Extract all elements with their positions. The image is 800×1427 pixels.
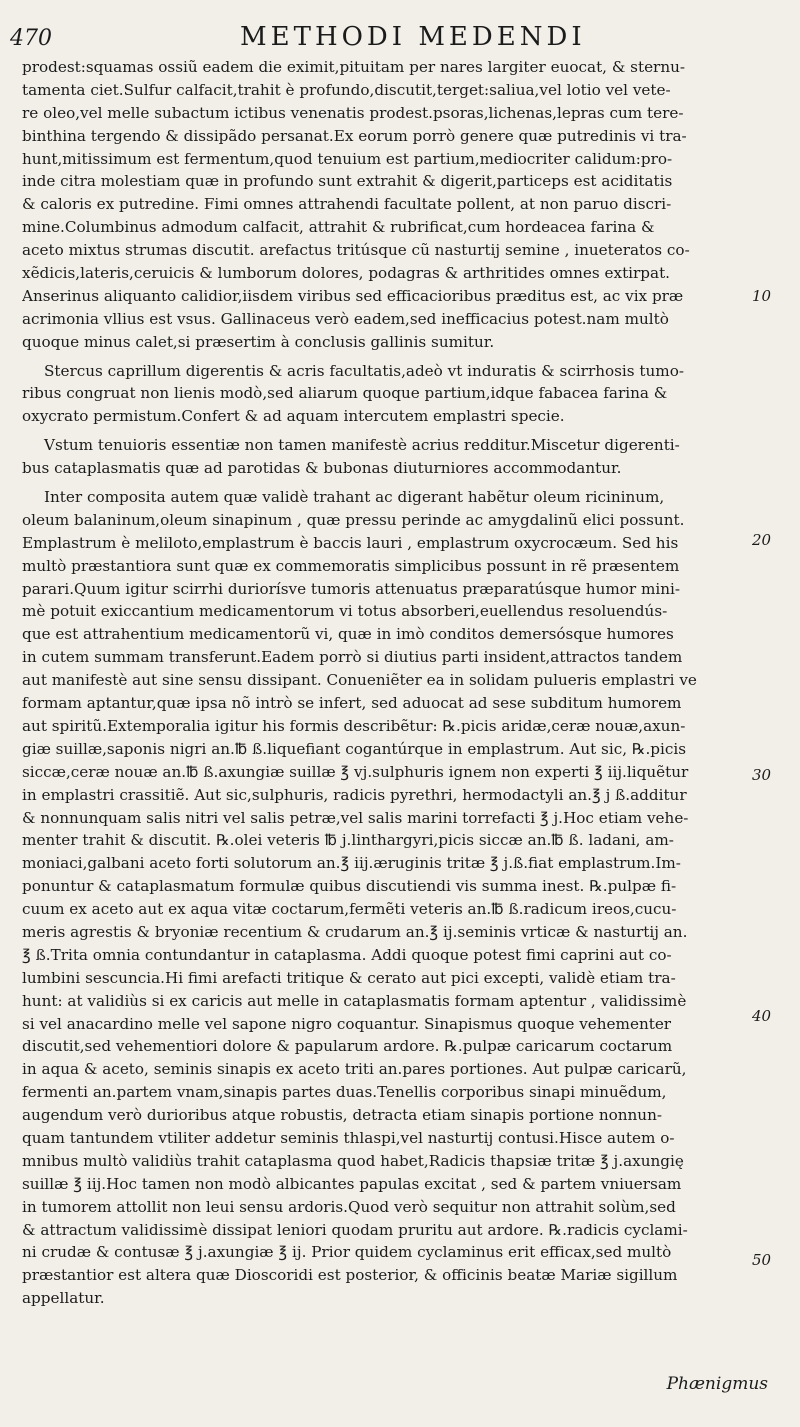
- text-line: si vel anacardino melle vel sapone nigro coquantur. Sinapismus quoque vehementer: [22, 1014, 672, 1033]
- text-line: in aqua & aceto, seminis sinapis ex aceto triti an.pares portiones. Aut pulpæ caricarũ,: [22, 1060, 687, 1079]
- page-number: 470: [10, 26, 52, 51]
- text-line: aceto mixtus strumas discutit. arefactus tritúsque cũ nasturtij semine , inueteratos co-: [22, 241, 690, 260]
- text-line: Inter composita autem quæ validè trahant ac digerant habẽtur oleum ricininum,: [44, 488, 665, 507]
- paragraph: [22, 56, 758, 354]
- text-line: aut manifestè aut sine sensu dissipant. Conueniẽter ea in solidam pulueris emplastri ve: [22, 671, 697, 690]
- text-line: menter trahit & discutit. ℞.olei veteris ℔ j.linthargyri,picis siccæ an.℔ ß. ladani, am-: [22, 831, 674, 850]
- text-line: mnibus multò validiùs trahit cataplasma quod habet,Radicis thapsiæ tritæ ℥ j.axungię: [22, 1151, 684, 1170]
- text-line: acrimonia vllius est vsus. Gallinaceus verò eadem,sed inefficacius potest.nam multò: [22, 309, 669, 328]
- text-line: Emplastrum è meliloto,emplastrum è baccis lauri , emplastrum oxycrocæum. Sed his: [22, 533, 679, 552]
- text-line: ponuntur & cataplasmatum formulæ quibus discutiendi vis summa inest. ℞.pulpæ fi-: [22, 877, 677, 896]
- margin-line-number: 10: [752, 287, 772, 305]
- text-line: & caloris ex putredine. Fimi omnes attrahendi facultate pollent, at non paruo discri-: [22, 195, 672, 214]
- text-line: re oleo,vel melle subactum ictibus venenatis prodest.psoras,lichenas,lepras cum tere-: [22, 103, 684, 122]
- text-line: moniaci,galbani aceto forti solutorum an.℥ iij.æruginis tritæ ℥ j.ß.fiat emplastrum.Im-: [22, 854, 681, 873]
- text-line: parari.Quum igitur scirrhi duriorísve tumoris attenuatus præparatúsque humor mini-: [22, 579, 681, 598]
- text-line: siccæ,ceræ nouæ an.℔ ß.axungiæ suillæ ℥ vj.sulphuris ignem non experti ℥ iij.liquẽtur: [22, 762, 689, 781]
- text-line: discutit,sed vehementiori dolore & papularum ardore. ℞.pulpæ caricarum coctarum: [22, 1037, 673, 1056]
- text-line: Stercus caprillum digerentis & acris facultatis,adeò vt induratis & scirrhosis tumo-: [44, 361, 684, 380]
- text-line: que est attrahentium medicamentorũ vi, quæ in imò conditos demersósque humores: [22, 625, 674, 644]
- text-line: appellatur.: [22, 1289, 105, 1308]
- text-line: hunt,mitissimum est fermentum,quod tenuium est partium,mediocriter calidum:pro-: [22, 149, 673, 168]
- text-line: fermenti an.partem vnam,sinapis partes duas.Tenellis corporibus sinapi minuẽdum,: [22, 1083, 667, 1102]
- text-line: tamenta ciet.Sulfur calfacit,trahit è profundo,discutit,terget:saliua,vel lotio vel vete-: [22, 80, 671, 99]
- text-line: multò præstantiora sunt quæ ex commemoratis simplicibus possunt in rẽ præsentem: [22, 556, 680, 575]
- text-line: Anserinus aliquanto calidior,iisdem viribus sed efficacioribus præditus est, ac vix præ: [22, 286, 684, 305]
- paragraph: [22, 360, 758, 429]
- text-line: in cutem summam transferunt.Eadem porrò si diutius parti insident,attractos tandem: [22, 648, 683, 667]
- text-line: Vstum tenuioris essentiæ non tamen manifestè acrius redditur.Miscetur digerenti-: [44, 436, 680, 455]
- text-line: inde citra molestiam quæ in profundo sunt extrahit & digerit,particeps est aciditatis: [22, 172, 673, 191]
- catchword: Phænigmus: [666, 1374, 768, 1394]
- text-line: mine.Columbinus admodum calfacit, attrahit & rubrificat,cum hordeacea farina &: [22, 218, 655, 237]
- text-line: oxycrato permistum.Confert & ad aquam intercutem emplastri specie.: [22, 407, 565, 426]
- text-line: cuum ex aceto aut ex aqua vitæ coctarum,fermẽti veteris an.℔ ß.radicum ireos,cucu-: [22, 900, 677, 919]
- text-line: in emplastri crassitiẽ. Aut sic,sulphuris, radicis pyrethri, hermodactyli an.℥ j ß.additur: [22, 785, 687, 804]
- text-line: quam tantundem vtiliter addetur seminis thlaspi,vel nasturtij contusi.Hisce autem o-: [22, 1128, 675, 1147]
- text-line: prodest:squamas ossiũ eadem die eximit,pituitam per nares largiter euocat, & sternu-: [22, 58, 686, 76]
- text-line: giæ suillæ,saponis nigri an.℔ ß.liquefiant cogantúrque in emplastrum. Aut sic, ℞.picis: [22, 739, 687, 758]
- body-text: [22, 56, 758, 1376]
- text-line: mè potuit exiccantium medicamentorum vi totus absorberi,euellendus resoluendús-: [22, 602, 668, 621]
- paragraph: [22, 486, 758, 1310]
- running-title: METHODI MEDENDI: [240, 22, 586, 52]
- text-line: augendum verò durioribus atque robustis, detracta etiam sinapis portione nonnun-: [22, 1106, 663, 1125]
- text-line: ℥ ß.Trita omnia contundantur in cataplasma. Addi quoque potest fimi caprini aut co-: [22, 945, 672, 964]
- text-line: oleum balaninum,oleum sinapinum , quæ pressu perinde ac amygdalinũ elici possunt.: [22, 510, 685, 529]
- text-line: binthina tergendo & dissipãdo persanat.Ex eorum porrò genere quæ putredinis vi tra-: [22, 126, 687, 145]
- text-line: quoque minus calet,si præsertim à conclusis gallinis sumitur.: [22, 332, 495, 351]
- paragraph: [22, 434, 758, 480]
- text-line: ni crudæ & contusæ ℥ j.axungiæ ℥ ij. Prior quidem cyclaminus erit efficax,sed multò: [22, 1243, 672, 1262]
- text-line: in tumorem attollit non leui sensu ardoris.Quod verò sequitur non attrahit solùm,sed: [22, 1197, 676, 1216]
- margin-line-number: 20: [752, 531, 772, 549]
- text-line: formam aptantur,quæ ipsa nõ intrò se infert, sed aduocat ad sese subditum humorem: [22, 694, 682, 713]
- text-line: lumbini sescuncia.Hi fimi arefacti tritique & cerato aut pici excepti, validè etiam tra-: [22, 968, 676, 987]
- text-line: suillæ ℥ iij.Hoc tamen non modò albicantes papulas excitat , sed & partem vniuersam: [22, 1174, 682, 1193]
- text-line: præstantior est altera quæ Dioscoridi est posterior, & officinis beatæ Mariæ sigillum: [22, 1266, 678, 1285]
- text-line: hunt: at validiùs si ex caricis aut melle in cataplasmatis formam aptentur , validissimè: [22, 991, 687, 1010]
- text-line: meris agrestis & bryoniæ recentium & crudarum an.℥ ij.seminis vrticæ & nasturtij an.: [22, 922, 688, 941]
- text-line: bus cataplasmatis quæ ad parotidas & bubonas diuturniores accommodantur.: [22, 459, 622, 478]
- text-line: ribus congruat non lienis modò,sed aliarum quoque partium,idque fabacea farina &: [22, 384, 668, 403]
- text-line: & nonnunquam salis nitri vel salis petræ,vel salis marini torrefacti ℥ j.Hoc etiam vehe-: [22, 808, 689, 827]
- margin-line-number: 40: [752, 1007, 772, 1025]
- text-line: xẽdicis,lateris,ceruicis & lumborum dolores, podagras & arthritides omnes extirpat.: [22, 264, 670, 283]
- page-header: [0, 22, 800, 52]
- margin-line-number: 30: [752, 766, 772, 784]
- margin-line-number: 50: [752, 1251, 772, 1269]
- text-line: & attractum validissimè dissipat leniori quodam pruritu aut ardore. ℞.radicis cyclami-: [22, 1220, 688, 1239]
- text-line: aut spiritũ.Extemporalia igitur his formis describẽtur: ℞.picis aridæ,ceræ nouæ,axun-: [22, 716, 686, 735]
